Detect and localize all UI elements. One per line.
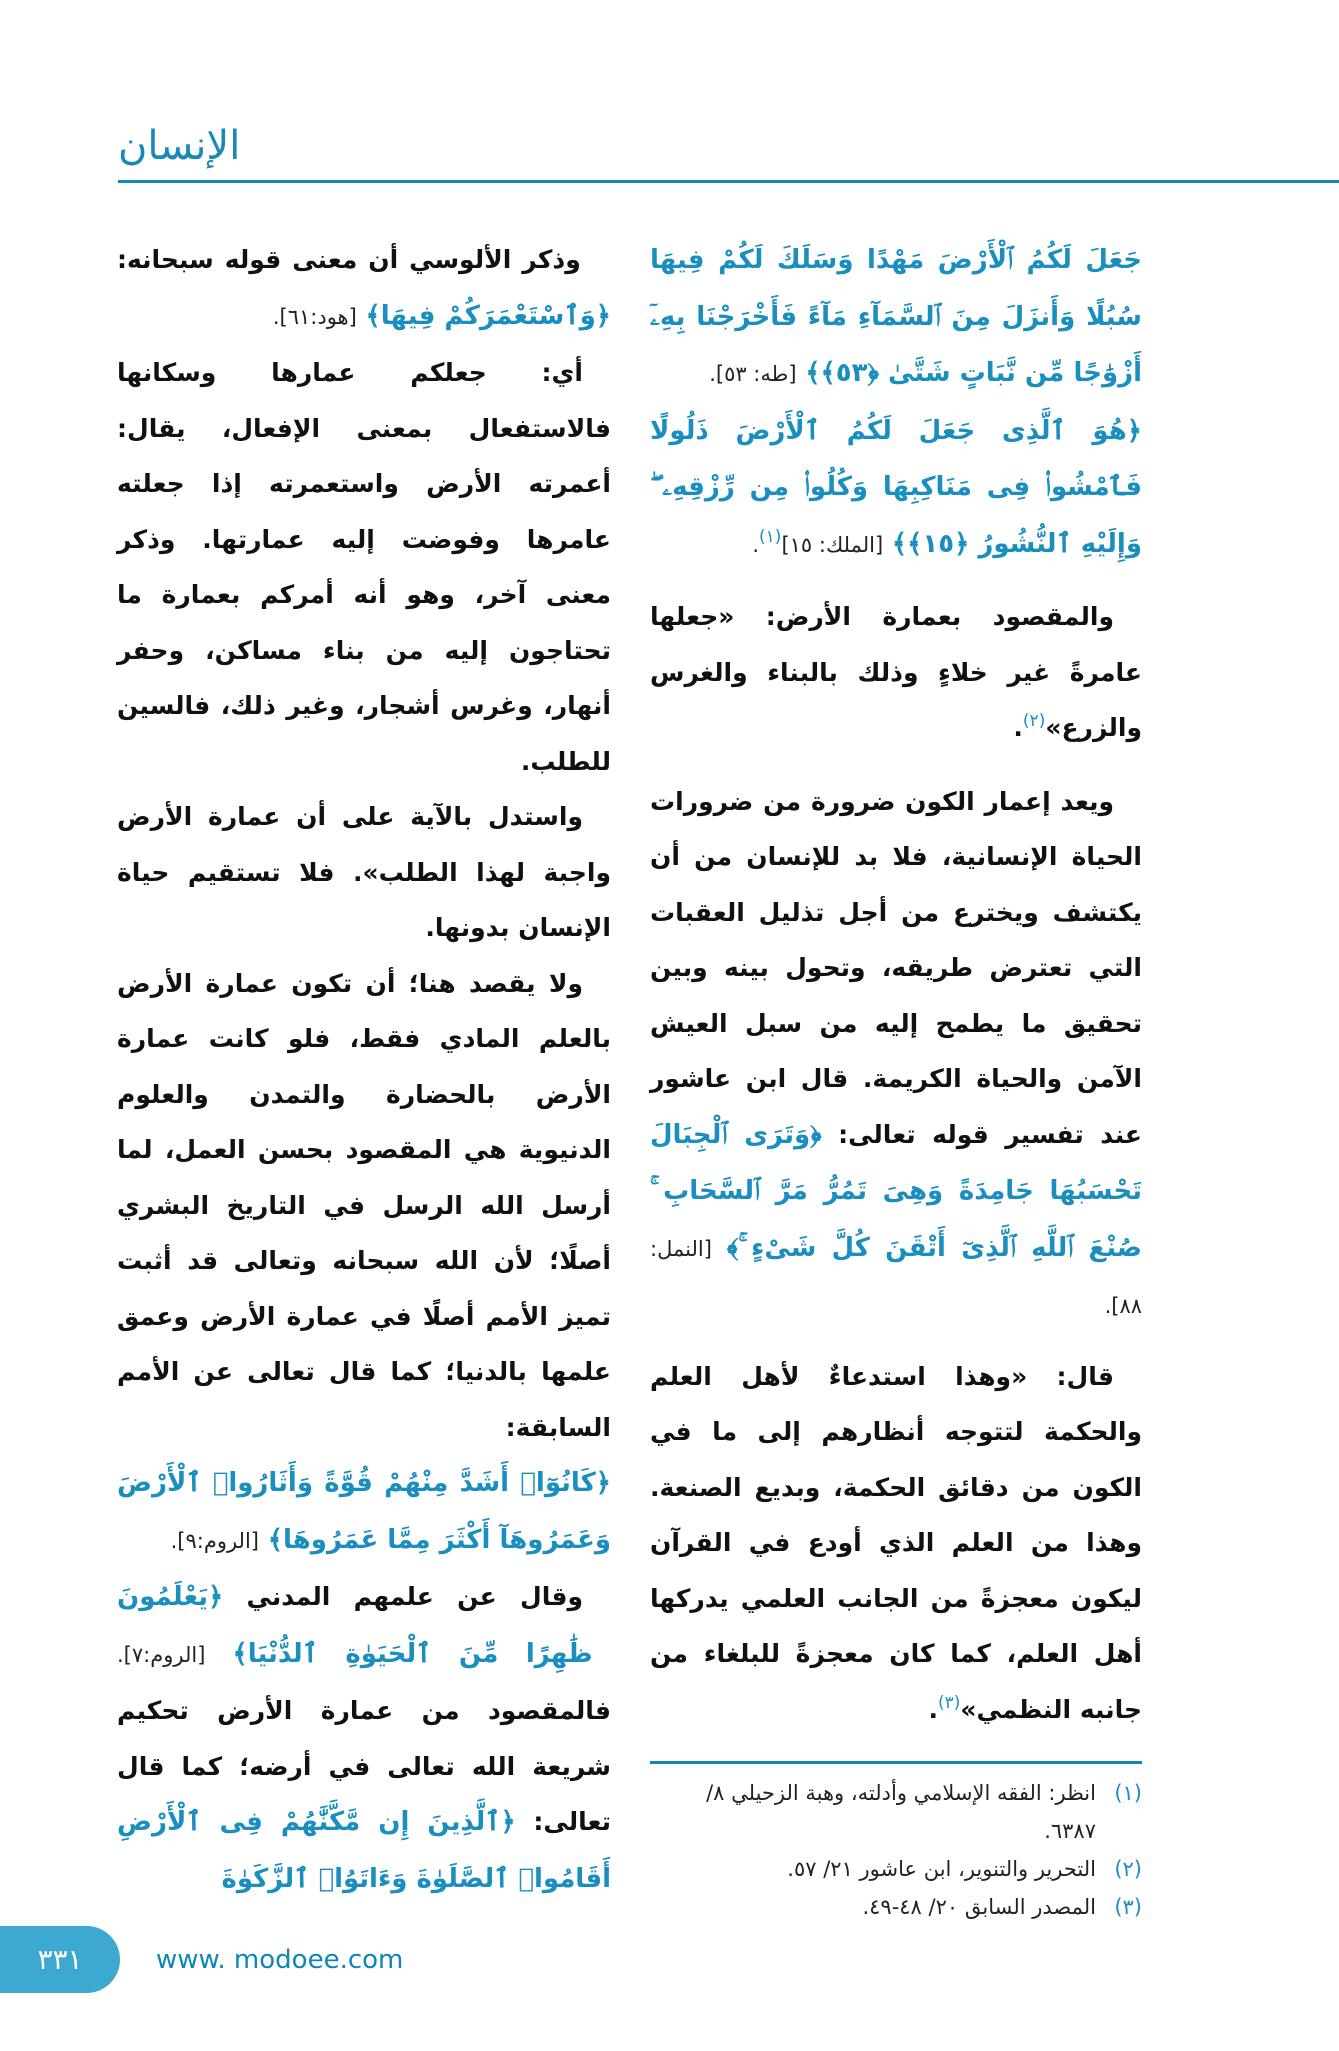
- verse-reference: [طه: ٥٣].: [709, 362, 797, 386]
- paragraph: [650, 774, 1142, 1335]
- footnote-number: (٣): [1114, 1895, 1142, 1919]
- footnote-number: (٢): [1114, 1857, 1142, 1881]
- footnote: [650, 1774, 1142, 1850]
- quran-verse: ﴿هُوَ ٱلَّذِى جَعَلَ لَكُمُ ٱلْأَرْضَ ذَلُولًا فَٱمْشُوا۟ فِى مَنَاكِبِهَا وَكُلُوا۟ مِن رِّزْقِهِۦ ۖ وَإِلَيْهِ ٱلنُّشُورُ ﴿١٥﴾﴾: [650, 415, 1142, 559]
- page-body: [0, 232, 1339, 1926]
- paragraph: [650, 589, 1142, 760]
- paragraph: [650, 1349, 1142, 1742]
- paragraph-text: قال: «وهذا استدعاءٌ لأهل العلم والحكمة لتتوجه أنظارهم إلى ما في الكون من دقائق الحكمة، وبديع الصنعة. وهذا من العلم الذي أودع في القرآن ليكون معجزةً من الجانب العلمي يدركها أهل العلم، كما كان معجزةً للبلغاء من جانبه النظمي»: [650, 1361, 1142, 1724]
- left-column: [117, 232, 611, 1907]
- quran-verse: ﴿يَعْلَمُونَ ظَٰهِرًا مِّنَ ٱلْحَيَوٰةِ ٱلدُّنْيَا﴾: [117, 1582, 593, 1669]
- verse-reference: [هود:٦١].: [272, 304, 357, 329]
- paragraph: أي: جعلكم عمارها وسكانها فالاستفعال بمعنى الإفعال، يقال: أعمرته الأرض واستعمرته إذا جعلته عامرها وفوضت إليه عمارتها. وذكر معنى آخر، وهو أنه أمركم بعمارة ما تحتاجون إليه من بناء مساكن، وحفر أنهار، وغرس أشجار، وغير ذلك، فالسين للطلب.: [117, 358, 611, 776]
- period: .: [1013, 713, 1023, 742]
- paragraph-text: ويعد إعمار الكون ضرورة من ضرورات الحياة الإنسانية، فلا بد للإنسان من أن يكتشف ويخترع من أجل تذليل العقبات التي تعترض طريقه، وتحول بينه وبين تحقيق ما يطمح إليه من سبل العيش الآمن والحياة الكريمة. قال ابن عاشور عند تفسير قوله تعالى:: [650, 786, 1142, 1149]
- verse-reference: [الروم:٧].: [117, 1642, 206, 1667]
- verse-reference: [الروم:٩].: [170, 1528, 259, 1553]
- footnote-text: المصدر السابق ٢٠/ ٤٨-٤٩.: [862, 1895, 1096, 1919]
- paragraph: [117, 1569, 611, 1907]
- footnotes: [650, 1774, 1142, 1926]
- quran-verse: ﴿وَٱسْتَعْمَرَكُمْ فِيهَا﴾: [365, 300, 611, 331]
- footnote-text: التحرير والتنوير، ابن عاشور ٢١/ ٥٧.: [787, 1857, 1096, 1881]
- footnote-text: انظر: الفقه الإسلامي وأدلته، وهبة الزحيلي ٨/ ٦٣٨٧.: [706, 1781, 1096, 1843]
- quran-verse: ﴿وَتَرَى ٱلْجِبَالَ تَحْسَبُهَا جَامِدَةً وَهِىَ تَمُرُّ مَرَّ ٱلسَّحَابِ ۚ صُنْعَ ٱللَّهِ ٱلَّذِىٓ أَتْقَنَ كُلَّ شَىْءٍ ۚ﴾: [650, 1119, 1142, 1263]
- footnote: [650, 1850, 1142, 1888]
- right-column: [650, 232, 1142, 1926]
- paragraph: [117, 232, 611, 345]
- period: .: [752, 532, 760, 557]
- quran-block: [650, 232, 1142, 403]
- paragraph-text: وقال عن علمهم المدني: [223, 1582, 583, 1611]
- quran-verse: ﴿ٱلَّذِينَ إِن مَّكَّنَّٰهُمْ فِى ٱلْأَرْضِ أَقَامُوا۟ ٱلصَّلَوٰةَ وَءَاتَوُا۟ ٱلزَّكَوٰةَ: [117, 1807, 611, 1894]
- footnote-marker[interactable]: (٢): [1022, 711, 1046, 731]
- footnote-marker[interactable]: (١): [759, 526, 782, 547]
- verse-reference: [النمل: ٨٨].: [650, 1236, 1142, 1318]
- footnote-number: (١): [1114, 1781, 1142, 1805]
- quran-verse: ﴿كَانُوٓا۟ أَشَدَّ مِنْهُمْ قُوَّةً وَأَثَارُوا۟ ٱلْأَرْضَ وَعَمَرُوهَآ أَكْثَرَ مِمَّا عَمَرُوهَا﴾: [117, 1468, 611, 1555]
- page-header: [0, 0, 1339, 232]
- paragraph-text: والمقصود بعمارة الأرض: «جعلها عامرةً غير خلاءٍ وذلك بالبناء والغرس والزرع»: [650, 602, 1142, 742]
- verse-reference: [الملك: ١٥]: [781, 532, 884, 557]
- footnote-marker[interactable]: (٣): [937, 1692, 961, 1713]
- chapter-title: الإنسان: [118, 123, 241, 169]
- footnote: [650, 1888, 1142, 1926]
- footnote-divider: [650, 1761, 1142, 1764]
- paragraph: واستدل بالآية على أن عمارة الأرض واجبة لهذا الطلب». فلا تستقيم حياة الإنسان بدونها.: [117, 802, 611, 942]
- period: .: [928, 1694, 938, 1724]
- page-footer: [0, 1926, 1339, 2051]
- quran-block: [117, 1455, 611, 1569]
- paragraph: ولا يقصد هنا؛ أن تكون عمارة الأرض بالعلم المادي فقط، فلو كانت عمارة الأرض بالحضارة والتمدن والعلوم الدنيوية هي المقصود بحسن العمل، لما أرسل الله الرسل في التاريخ البشري أصلًا؛ لأن الله سبحانه وتعالى قد أثبت تميز الأمم أصلًا في عمارة الأرض وعمق علمها بالدنيا؛ كما قال تعالى عن الأمم السابقة:: [117, 968, 611, 1442]
- quran-block: [650, 403, 1142, 576]
- website-link[interactable]: www. modoee.com: [156, 1945, 404, 1975]
- paragraph-text: وذكر الألوسي أن معنى قوله سبحانه:: [117, 245, 581, 274]
- header-divider: [118, 180, 1339, 183]
- quran-verse: جَعَلَ لَكُمُ ٱلْأَرْضَ مَهْدًا وَسَلَكَ لَكُمْ فِيهَا سُبُلًا وَأَنزَلَ مِنَ ٱلسَّمَآءِ مَآءً فَأَخْرَجْنَا بِهِۦٓ أَزْوَٰجًا مِّن نَّبَاتٍ شَتَّىٰ ﴿٥٣﴾﴾: [650, 245, 1142, 388]
- paragraph-text: فالمقصود من عمارة الأرض تحكيم شريعة الله تعالى في أرضه؛ كما قال تعالى:: [117, 1696, 611, 1836]
- page-number-badge: ٣٣١: [0, 1926, 120, 1993]
